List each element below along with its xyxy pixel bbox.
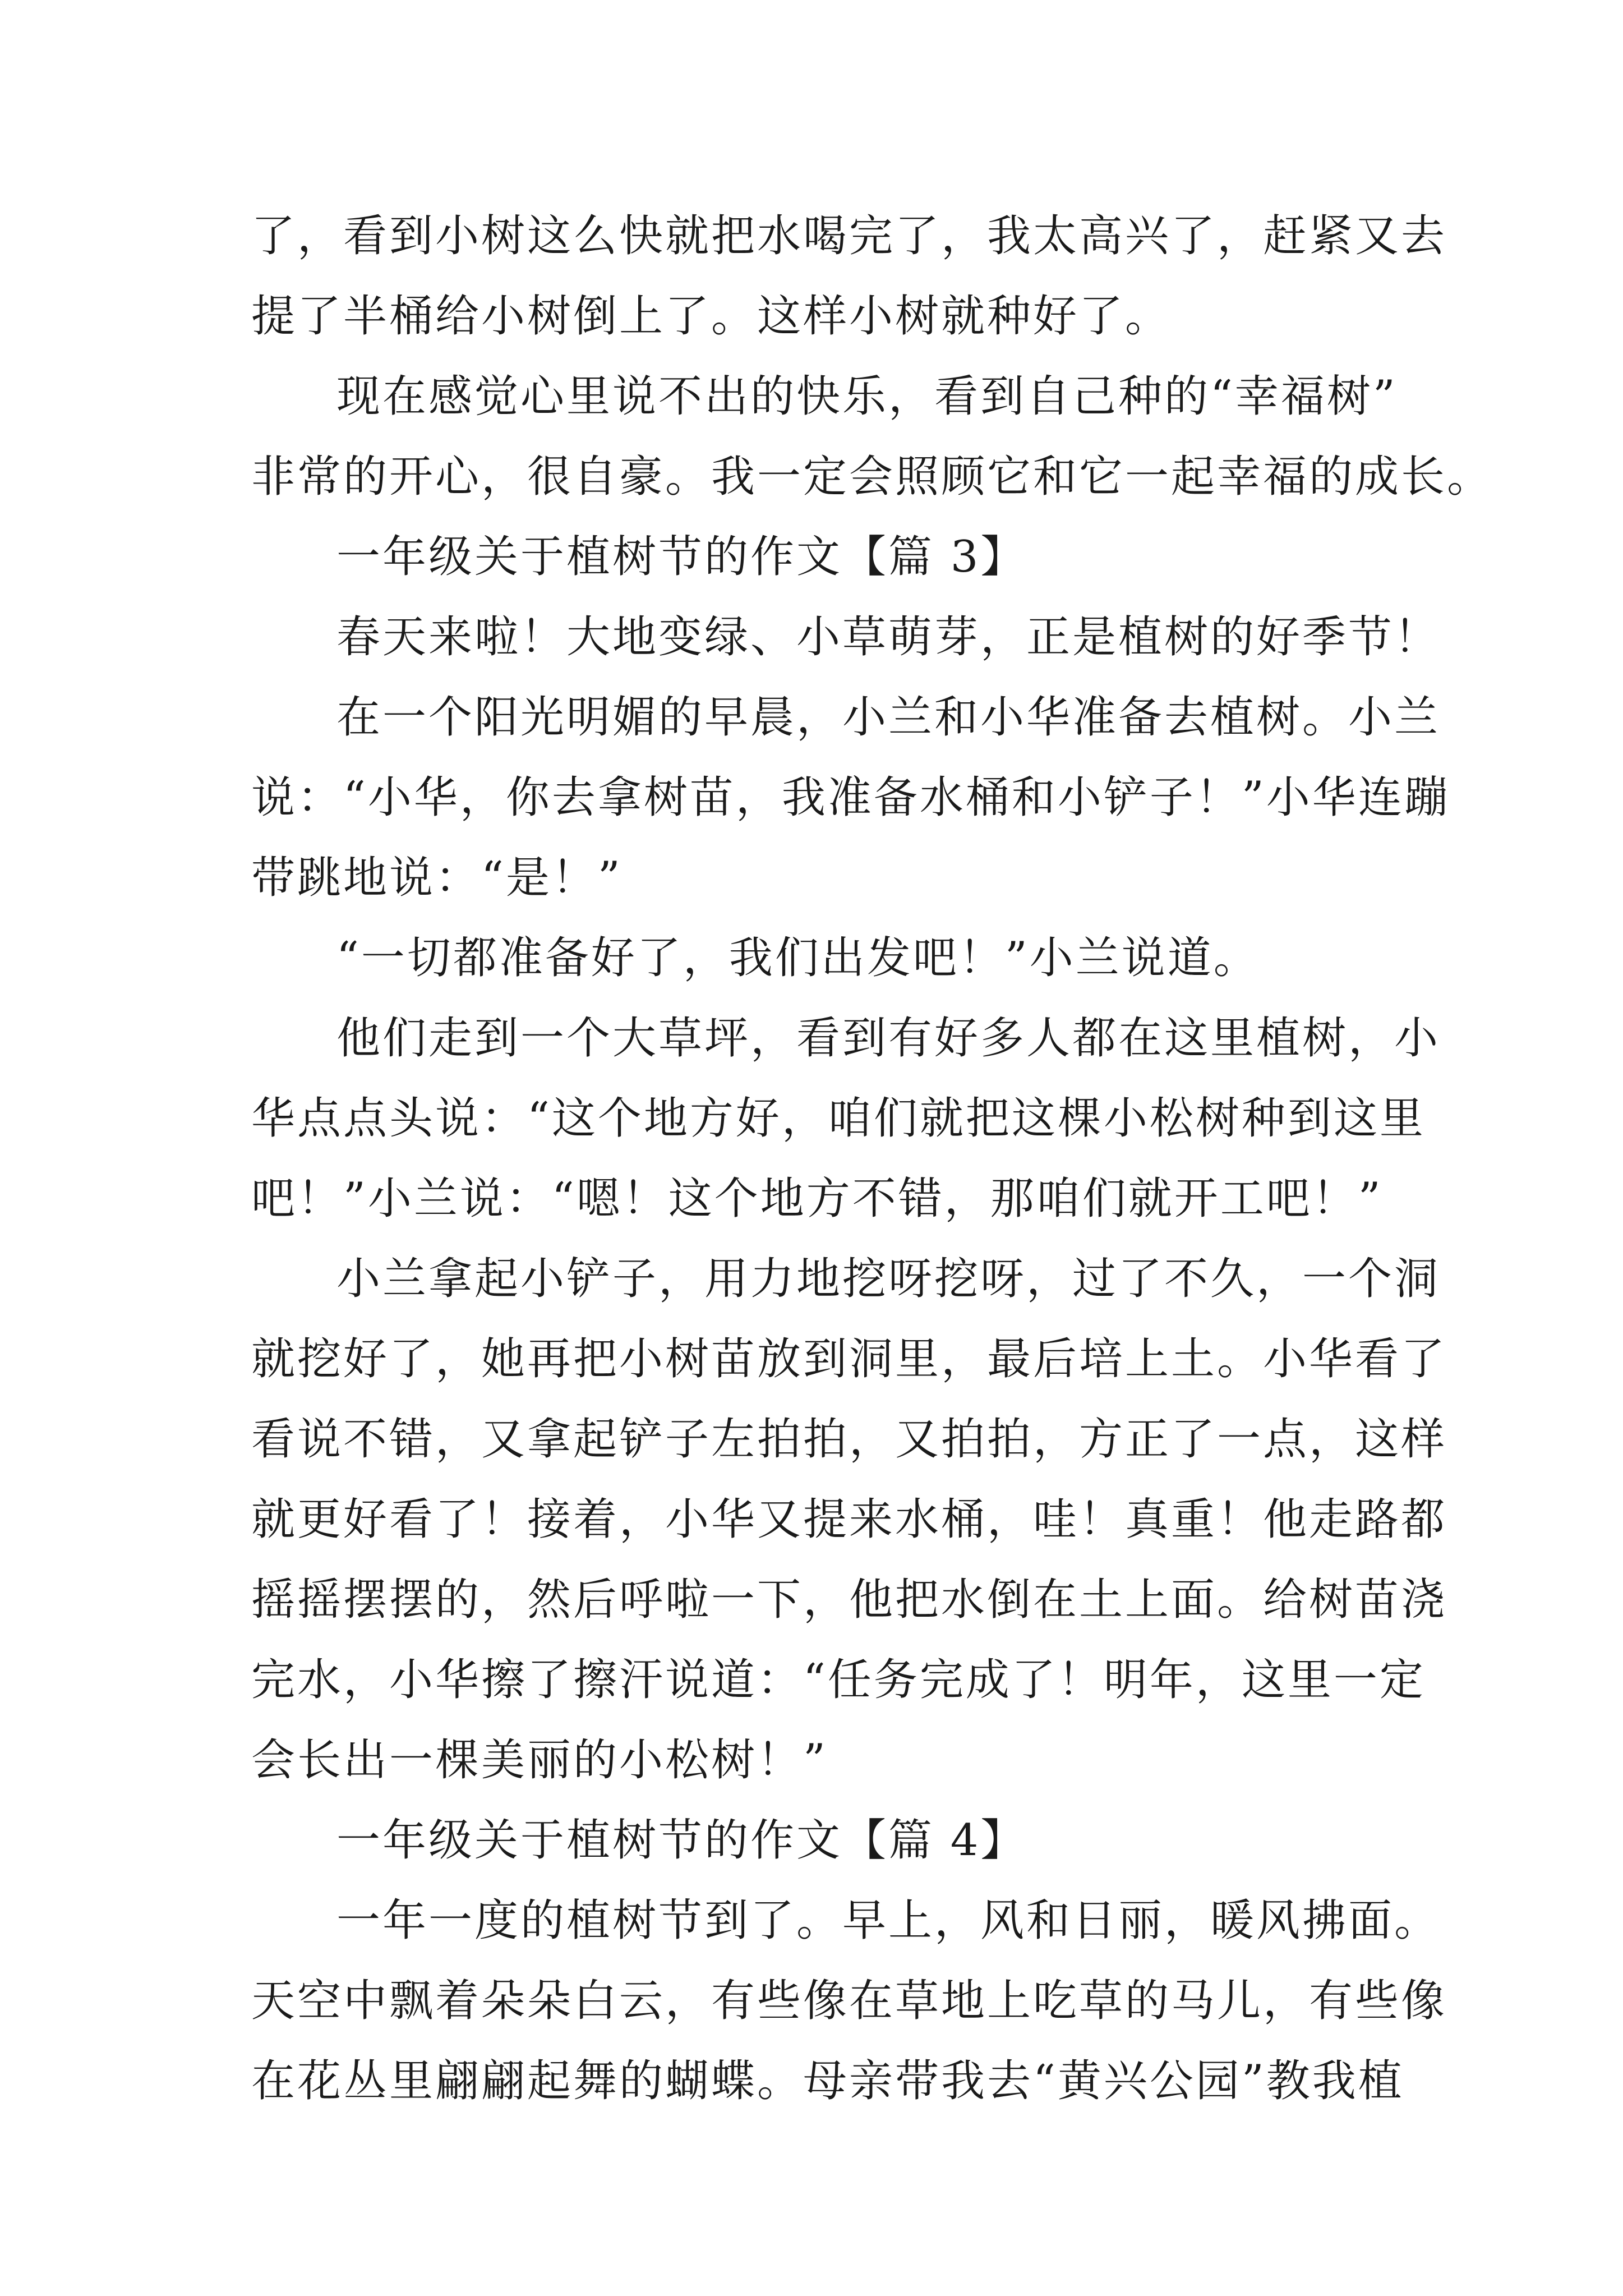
text-line: 说：“小华，你去拿树苗，我准备水桶和小铲子！”小华连蹦 [251, 772, 1450, 823]
paragraph-start-line: 春天来啦！大地变绿、小草萌芽，正是植树的好季节！ [336, 612, 1441, 662]
text-line: 吧！”小兰说：“嗯！这个地方不错，那咱们就开工吧！” [251, 1174, 1383, 1224]
text-line: 就更好看了！接着，小华又提来水桶，哇！真重！他走路都 [251, 1494, 1447, 1545]
text-line: 在花丛里翩翩起舞的蝴蝶。母亲带我去“黄兴公园”教我植 [251, 2056, 1404, 2106]
paragraph-start-line: 一年一度的植树节到了。早上，风和日丽，暖风拂面。 [336, 1895, 1441, 1946]
paragraph-start-line: 小兰拿起小铲子，用力地挖呀挖呀，过了不久，一个洞 [336, 1254, 1441, 1304]
text-line: 完水，小华擦了擦汗说道：“任务完成了！明年，这里一定 [251, 1655, 1426, 1705]
text-line: 非常的开心，很自豪。我一定会照顾它和它一起幸福的成长。 [251, 452, 1493, 502]
paragraph-start-line: “一切都准备好了，我们出发吧！”小兰说道。 [336, 933, 1260, 983]
text-line: 看说不错，又拿起铲子左拍拍，又拍拍，方正了一点，这样 [251, 1414, 1447, 1465]
paragraph-start-line: 他们走到一个大草坪，看到有好多人都在这里植树，小 [336, 1013, 1441, 1064]
paragraph-start-line: 在一个阳光明媚的早晨，小兰和小华准备去植树。小兰 [336, 692, 1441, 743]
text-line: 华点点头说：“这个地方好，咱们就把这棵小松树种到这里 [251, 1093, 1426, 1144]
document-body [251, 196, 1493, 2122]
text-line: 带跳地说：“是！” [251, 853, 623, 903]
text-line: 提了半桶给小树倒上了。这样小树就种好了。 [251, 291, 1172, 342]
text-line: 了，看到小树这么快就把水喝完了，我太高兴了，赶紧又去 [251, 211, 1447, 261]
text-line: 会长出一棵美丽的小松树！” [251, 1735, 828, 1786]
text-line: 就挖好了，她再把小树苗放到洞里，最后培上土。小华看了 [251, 1334, 1447, 1384]
text-line: 摇摇摆摆的，然后呼啦一下，他把水倒在土上面。给树苗浇 [251, 1575, 1447, 1625]
section-heading-3: 一年级关于植树节的作文【篇 3】 [336, 532, 1027, 582]
text-line: 天空中飘着朵朵白云，有些像在草地上吃草的马儿，有些像 [251, 1976, 1447, 2026]
section-heading-4: 一年级关于植树节的作文【篇 4】 [336, 1815, 1027, 1866]
paragraph-start-line: 现在感觉心里说不出的快乐，看到自己种的“幸福树” [336, 371, 1398, 422]
